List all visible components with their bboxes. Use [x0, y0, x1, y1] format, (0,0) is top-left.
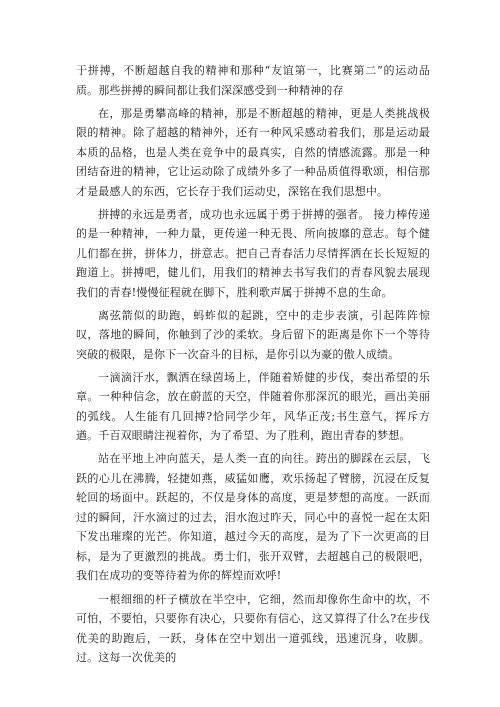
paragraph-3: 拼搏的永远是勇者，成功也永远属于勇于拼搏的强者。 接力棒传递的是一种精神，一种力量，更传递一种无畏、所向披靡的意志。每个健儿们都在拼，拼体力，拼意志。把自己青春活力尽情挥洒在长长短短的跑道上。拼搏吧，健儿们，用我们的精神去书写我们的青春风貌去展现我们的青春!慢慢征程就在脚下，胜利歌声属于拼搏不息的生命。: [76, 207, 430, 299]
paragraph-2: 在，那是勇攀高峰的精神，那是不断超越的精神，更是人类挑战极限的精神。除了超越的精神外，还有一种风采感动着我们，那是运动最本质的品格，也是人类在竞争中的最真实，自然的情感流露。那是一种团结奋进的精神，它让运动除了成绩外多了一种品质值得歌颂，相信那才是最感人的东西，它长存于我们运动史，深铭在我们思想中。: [76, 106, 430, 198]
paragraph-6: 站在平地上冲向蓝天，是人类一直的向往。跨出的脚踩在云层，飞跃的心儿在沸腾，轻捷如燕，威猛如鹰，欢乐扬起了臂膀，沉浸在反复轮回的场面中。跃起的，不仅是身体的高度，更是梦想的高度。一跃而过的瞬间，汗水滴过的过去，泪水泡过昨天，同心中的喜悦一起在太阳下发出璀璨的光芒。你知道，越过今天的高度，是为了下一次更高的目标，是为了更激烈的挑战。勇士们，张开双臂，去超越自己的极限吧，我们在成功的变等待着为你的辉煌而欢呼!: [76, 452, 430, 583]
document-body: [76, 61, 430, 671]
paragraph-1: 于拼搏，不断超越自我的精神和那种“友谊第一，比赛第二”的运动品质。那些拼搏的瞬间都让我们深深感受到一种精神的存: [76, 64, 430, 97]
paragraph-7: 一根细细的杆子横放在半空中，它细，然而却像你生命中的坎，不可怕，不要怕，只要你有决心，只要你有信心，这又算得了什么?在步伐优美的助跑后，一跃，身体在空中划出一道弧线，迅速沉身，收脚。过。这每一次优美的: [76, 592, 430, 665]
paragraph-4: 离弦箭似的助跑，蚂蚱似的起跳，空中的走步表演，引起阵阵惊叹，落地的瞬间，你触到了沙的柔软。身后留下的距离是你下一个等待突破的极限，是你下一次奋斗的目标，是你引以为豪的傲人成绩。: [76, 308, 430, 361]
paragraph-5: 一滴滴汗水，飘洒在绿茵场上，伴随着矫健的步伐，奏出希望的乐章。一种种信念，放在蔚蓝的天空，伴随着你那深沉的眼光，画出美丽的弧线。人生能有几回搏?恰同学少年，风华正茂;书生意气，挥斥方遒。千百双眼睛注视着你，为了希望、为了胜利，跑出青春的梦想。: [76, 370, 430, 443]
